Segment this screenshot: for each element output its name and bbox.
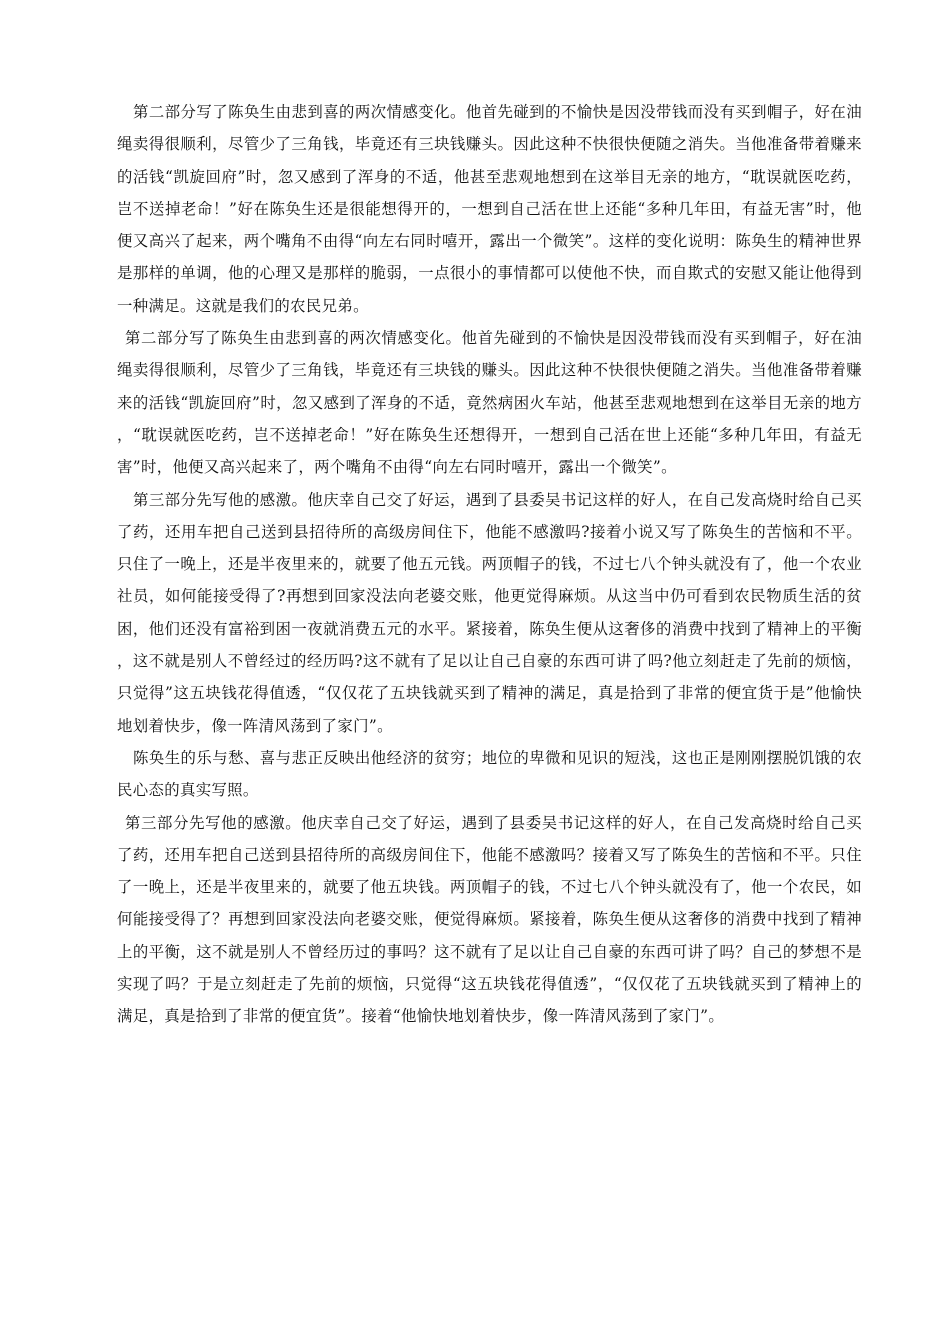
document-body: [117, 96, 862, 1033]
paragraph-2: 第二部分写了陈奂生由悲到喜的两次情感变化。他首先碰到的不愉快是因没带钱而没有买到帽子，好在油绳卖得很顺利，尽管少了三角钱，毕竟还有三块钱的赚头。因此这种不快很快便随之消失。当他准备带着赚来的活钱“凯旋回府”时，忽又感到了浑身的不适，竟然病困火车站，他甚至悲观地想到在这举目无亲的地方，“耽误就医吃药，岂不送掉老命！”好在陈奂生还想得开，一想到自己活在世上还能“多种几年田，有益无害”时，他便又高兴起来了，两个嘴角不由得“向左右同时嘻开，露出一个微笑”。: [117, 329, 862, 477]
paragraph-4: 陈奂生的乐与愁、喜与悲正反映出他经济的贫穷；地位的卑微和见识的短浅，这也正是刚刚摆脱饥饿的农民心态的真实写照。: [117, 748, 862, 800]
paragraph-1: 第二部分写了陈奂生由悲到喜的两次情感变化。他首先碰到的不愉快是因没带钱而没有买到帽子，好在油绳卖得很顺利，尽管少了三角钱，毕竟还有三块钱赚头。因此这种不快很快便随之消失。当他准备带着赚来的活钱“凯旋回府”时，忽又感到了浑身的不适，他甚至悲观地想到在这举目无亲的地方，“耽误就医吃药，岂不送掉老命！”好在陈奂生还是很能想得开的，一想到自己活在世上还能“多种几年田，有益无害”时，他便又高兴了起来，两个嘴角不由得“向左右同时嘻开，露出一个微笑”。这样的变化说明：陈奂生的精神世界是那样的单调，他的心理又是那样的脆弱，一点很小的事情都可以使他不快，而自欺式的安慰又能让他得到一种满足。这就是我们的农民兄弟。: [117, 103, 862, 315]
paragraph-5: 第三部分先写他的感激。他庆幸自己交了好运，遇到了县委吴书记这样的好人，在自己发高烧时给自己买了药，还用车把自己送到县招待所的高级房间住下，他能不感激吗？接着又写了陈奂生的苦恼和不平。只住了一晚上，还是半夜里来的，就要了他五块钱。两顶帽子的钱，不过七八个钟头就没有了，他一个农民，如何能接受得了？再想到回家没法向老婆交账，便觉得麻烦。紧接着，陈奂生便从这奢侈的消费中找到了精神上的平衡，这不就是别人不曾经历过的事吗？这不就有了足以让自己自豪的东西可讲了吗？自己的梦想不是实现了吗？于是立刻赶走了先前的烦恼，只觉得“这五块钱花得值透”，“仅仅花了五块钱就买到了精神上的满足，真是拾到了非常的便宜货”。接着“他愉快地划着快步，像一阵清风荡到了家门”。: [117, 813, 862, 1026]
paragraph-3: 第三部分先写他的感激。他庆幸自己交了好运，遇到了县委吴书记这样的好人，在自己发高烧时给自己买了药，还用车把自己送到县招待所的高级房间住下，他能不感激吗?接着小说又写了陈奂生的苦恼和不平。只住了一晚上，还是半夜里来的，就要了他五元钱。两顶帽子的钱，不过七八个钟头就没有了，他一个农业社员，如何能接受得了?再想到回家没法向老婆交账，他更觉得麻烦。从这当中仍可看到农民物质生活的贫困，他们还没有富裕到困一夜就消费五元的水平。紧接着，陈奂生便从这奢侈的消费中找到了精神上的平衡，这不就是别人不曾经过的经历吗?这不就有了足以让自己自豪的东西可讲了吗?他立刻赶走了先前的烦恼，只觉得”这五块钱花得值透，“仅仅花了五块钱就买到了精神的满足，真是拾到了非常的便宜货于是”他愉快地划着快步，像一阵清风荡到了家门”。: [117, 490, 862, 735]
